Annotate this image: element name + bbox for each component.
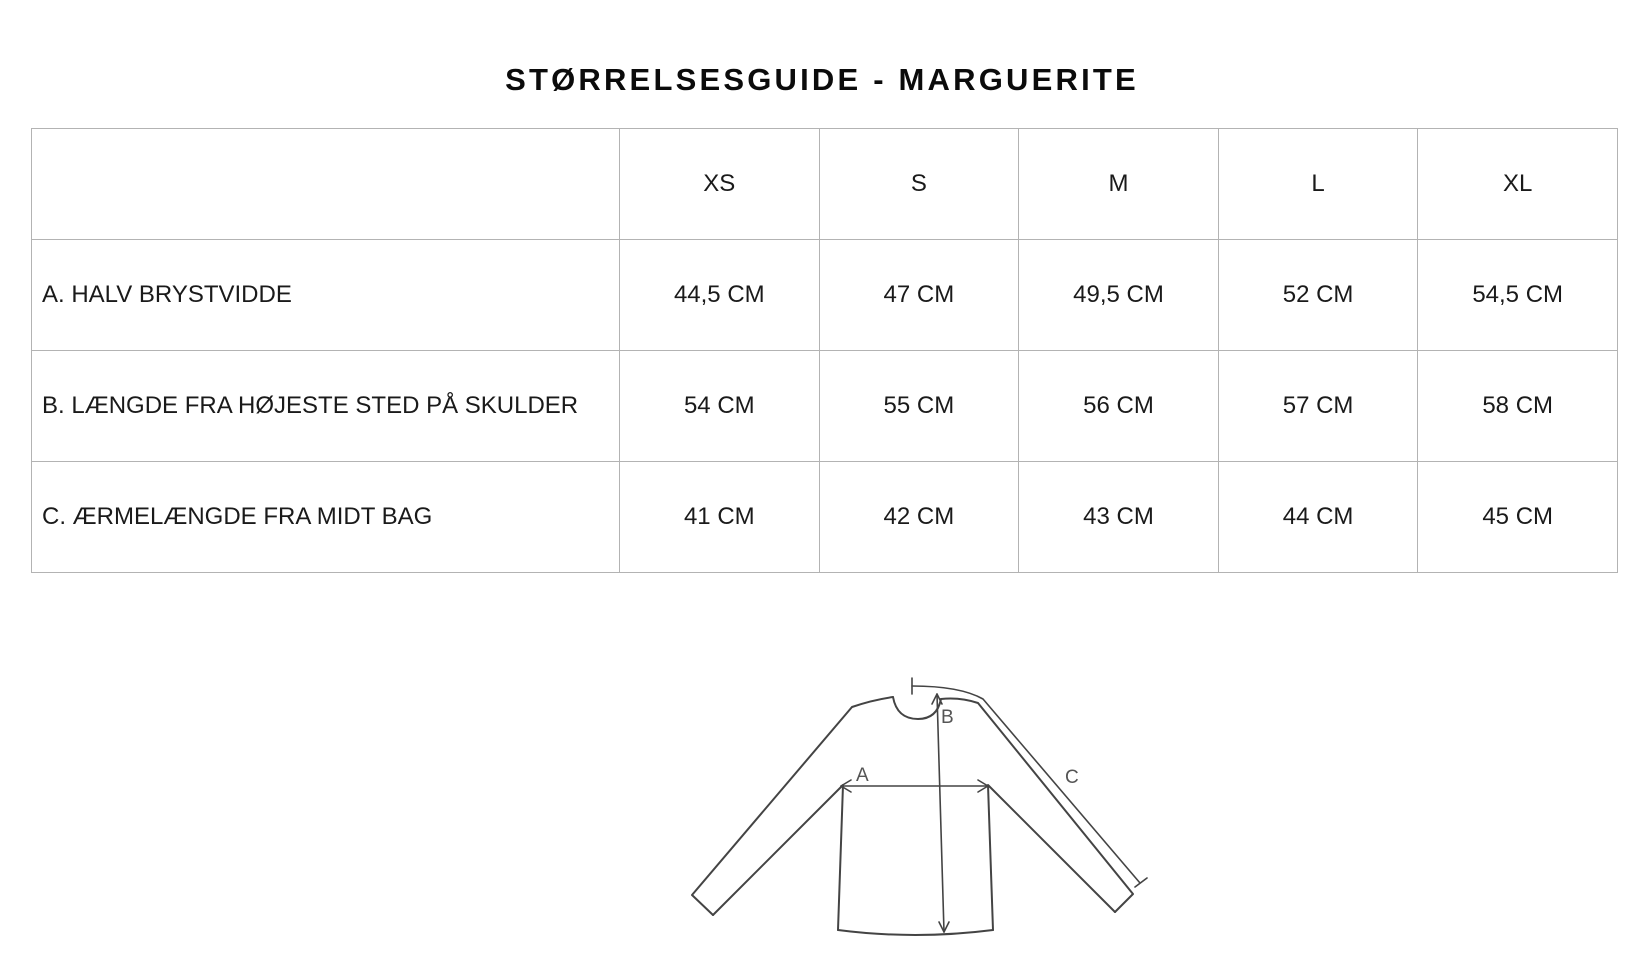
table-cell: 56 CM <box>1019 351 1219 462</box>
table-cell: 55 CM <box>819 351 1019 462</box>
table-cell: 52 CM <box>1218 240 1418 351</box>
row-label: C. ÆRMELÆNGDE FRA MIDT BAG <box>32 462 620 573</box>
diagram-label-b: B <box>941 707 954 728</box>
table-cell: 49,5 CM <box>1019 240 1219 351</box>
page-title: STØRRELSESGUIDE - MARGUERITE <box>505 62 1139 97</box>
table-cell: 43 CM <box>1019 462 1219 573</box>
hem <box>838 930 993 935</box>
measure-line-b <box>937 694 944 932</box>
left-sleeve-inner <box>713 785 843 930</box>
garment-diagram <box>680 665 1160 945</box>
table-cell: 54,5 CM <box>1418 240 1618 351</box>
left-sleeve-outer <box>692 697 893 915</box>
row-label: B. LÆNGDE FRA HØJESTE STED PÅ SKULDER <box>32 351 620 462</box>
right-sleeve-inner <box>988 785 1115 930</box>
table-cell: 41 CM <box>620 462 820 573</box>
table-cell: 54 CM <box>620 351 820 462</box>
table-cell: 44 CM <box>1218 462 1418 573</box>
table-cell: 45 CM <box>1418 462 1618 573</box>
header-cell-l: L <box>1218 129 1418 240</box>
table-cell: 42 CM <box>819 462 1019 573</box>
table-cell: 44,5 CM <box>620 240 820 351</box>
table-row <box>32 240 1618 351</box>
table-header-row <box>32 129 1618 240</box>
row-label: A. HALV BRYSTVIDDE <box>32 240 620 351</box>
diagram-label-c: C <box>1065 767 1079 788</box>
table-cell: 47 CM <box>819 240 1019 351</box>
table-row <box>32 351 1618 462</box>
header-cell-empty <box>32 129 620 240</box>
diagram-label-a: A <box>856 765 869 786</box>
header-cell-s: S <box>819 129 1019 240</box>
header-cell-m: M <box>1019 129 1219 240</box>
table-cell: 57 CM <box>1218 351 1418 462</box>
header-cell-xl: XL <box>1418 129 1618 240</box>
table-cell: 58 CM <box>1418 351 1618 462</box>
sweater-outline-icon <box>680 665 1160 945</box>
header-cell-xs: XS <box>620 129 820 240</box>
size-table <box>31 128 1618 573</box>
table-row <box>32 462 1618 573</box>
right-sleeve-outer <box>941 699 1133 913</box>
